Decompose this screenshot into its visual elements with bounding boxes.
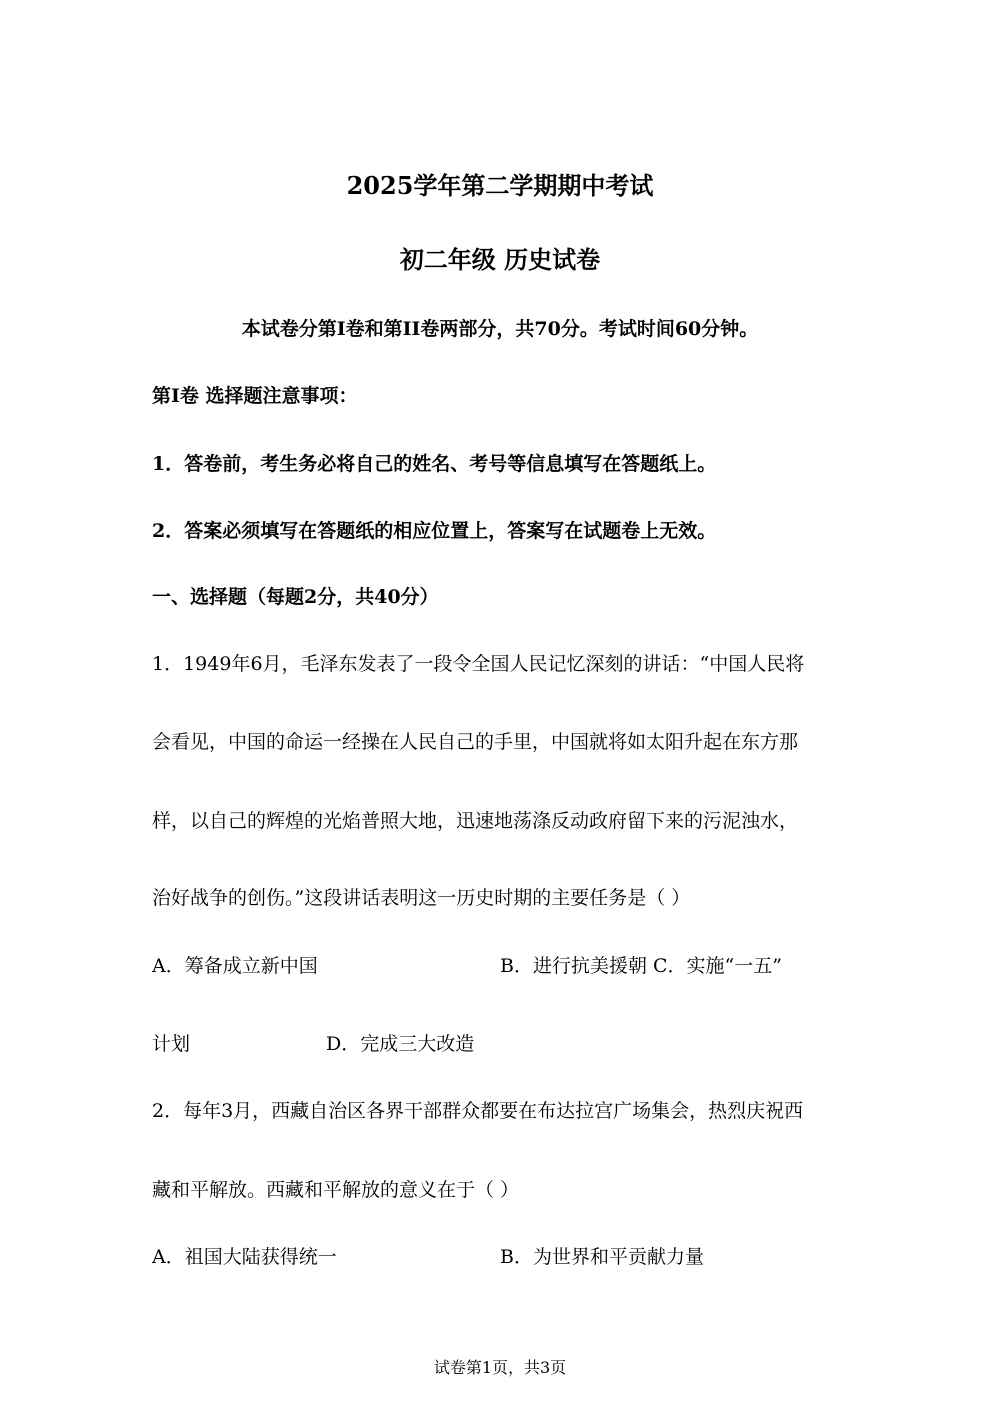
question-1-line-1: 1．1949年6月，毛泽东发表了一段令全国人民记忆深刻的讲话：“中国人民将 <box>152 653 805 675</box>
question-1-option-a: A．筹备成立新中国 <box>152 955 318 977</box>
exam-info: 本试卷分第I卷和第II卷两部分，共70分。考试时间60分钟。 <box>241 318 759 340</box>
question-1-option-d: D．完成三大改造 <box>326 1033 475 1055</box>
question-1-line-2: 会看见，中国的命运一经操在人民自己的手里，中国就将如太阳升起在东方那 <box>152 731 799 753</box>
section-heading: 一、选择题（每题2分，共40分） <box>152 586 439 608</box>
exam-title: 2025学年第二学期期中考试 <box>346 171 654 200</box>
question-2-line-1: 2．每年3月，西藏自治区各界干部群众都要在布达拉宫广场集会，热烈庆祝西 <box>152 1100 804 1122</box>
exam-subtitle: 初二年级 历史试卷 <box>399 245 601 274</box>
notice-item-2: 2．答案必须填写在答题纸的相应位置上，答案写在试题卷上无效。 <box>152 520 717 542</box>
notice-item-1: 1．答卷前，考生务必将自己的姓名、考号等信息填写在答题纸上。 <box>152 453 717 475</box>
question-1-option-bc: B．进行抗美援朝 C．实施“一五” <box>500 955 782 977</box>
page-footer: 试卷第1页，共3页 <box>433 1358 567 1377</box>
question-2-line-2: 藏和平解放。西藏和平解放的意义在于（ ） <box>152 1179 520 1201</box>
question-1-line-3: 样，以自己的辉煌的光焰普照大地，迅速地荡涤反动政府留下来的污泥浊水， <box>152 810 799 832</box>
question-1-option-c-continued: 计划 <box>152 1033 191 1055</box>
question-2-option-b: B．为世界和平贡献力量 <box>500 1246 704 1268</box>
question-2-option-a: A．祖国大陆获得统一 <box>152 1246 337 1268</box>
notice-heading: 第I卷 选择题注意事项： <box>152 385 358 407</box>
question-1-line-4: 治好战争的创伤。”这段讲话表明这一历史时期的主要任务是（ ） <box>152 887 691 909</box>
